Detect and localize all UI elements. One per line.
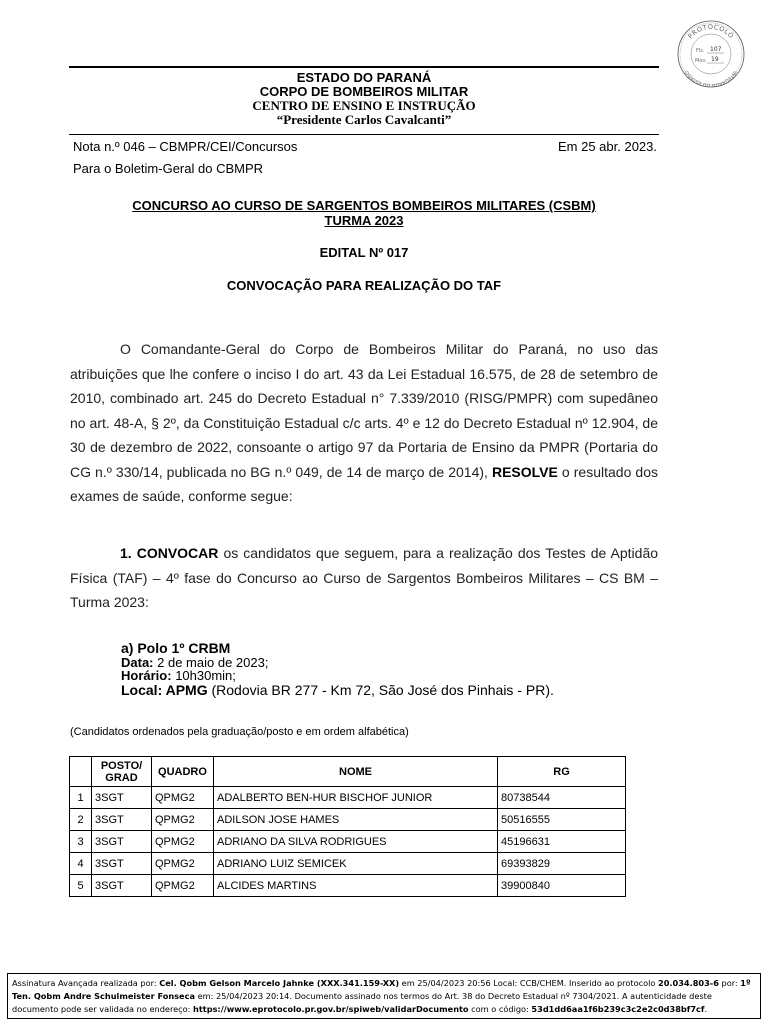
- footer-text-2: em 25/04/2023 20:56 Local: CCB/CHEM. Inserido ao protocolo: [399, 978, 658, 988]
- document-date: Em 25 abr. 2023.: [557, 139, 657, 154]
- row-posto: 3SGT: [92, 853, 152, 875]
- row-quadro: QPMG2: [152, 831, 214, 853]
- row-nome: ADILSON JOSE HAMES: [214, 809, 498, 831]
- row-rg: 39900840: [498, 875, 626, 897]
- stamp-fls-label: Fls.: [696, 48, 705, 54]
- row-rg: 50516555: [498, 809, 626, 831]
- resolution-text: O Comandante-Geral do Corpo de Bombeiros Militar do Paraná, no uso das atribuições que lhe confere o inciso I do art. 43 da Lei Estadual 16.575, de 28 de setembro de 2010, combinado art. 245 do Decreto Estadual n° 7.339/2010 (RISG/PMPR) com supedâneo no art. 48-A, § 2º, da Constituição Estadual c/c arts. 4º e 12 do Decreto Estadual nº 12.904, de 30 de dezembro de 2022, consoante o artigo 97 da Portaria de Ensino da PMPR (Portaria do CG n.º 330/14, publicada no BG n.º 049, de 14 de março de 2014),: [70, 341, 658, 480]
- footer-validation-code: 53d1dd6aa1f6b239c3c2e2c0d38bf7cf: [531, 1004, 705, 1014]
- convocar-text: os candidatos que seguem, para a realização dos Testes de Aptidão Física (TAF) – 4º fase do Concurso ao Curso de Sargentos Bombeiros Militares – CS BM – Turma 2023:: [70, 545, 659, 610]
- footer-validation-url[interactable]: https://www.eprotocolo.pr.gov.br/spiweb/validarDocumento: [193, 1004, 469, 1014]
- edital-title: EDITAL Nº 017: [319, 245, 409, 260]
- data-value: 2 de maio de 2023;: [157, 655, 269, 670]
- row-num: 5: [70, 875, 92, 897]
- convocar-word: 1. CONVOCAR: [120, 545, 219, 561]
- row-nome: ADALBERTO BEN-HUR BISCHOF JUNIOR: [214, 787, 498, 809]
- header-posto: POSTO/ GRAD: [92, 757, 152, 787]
- resolve-word: RESOLVE: [491, 463, 558, 480]
- footer-protocol-number: 20.034.803-6: [658, 978, 719, 988]
- footer-inserted-by: 1º Ten. Qobm Andre Schulmeister Fonseca: [12, 978, 751, 1001]
- concurso-title: [69, 198, 659, 228]
- footer-text-1: Assinatura Avançada realizada por:: [12, 978, 160, 988]
- stamp-fls-value: 107: [710, 46, 722, 53]
- row-posto: 3SGT: [92, 787, 152, 809]
- row-num: 1: [70, 787, 92, 809]
- row-quadro: QPMG2: [152, 809, 214, 831]
- protocol-stamp-seal: [676, 19, 746, 89]
- candidates-table: [69, 756, 626, 897]
- convocar-paragraph: [70, 541, 658, 615]
- stamp-mov-label: Mov.: [695, 58, 707, 64]
- row-posto: 3SGT: [92, 831, 152, 853]
- row-nome: ADRIANO DA SILVA RODRIGUES: [214, 831, 498, 853]
- header-center: CENTRO DE ENSINO E INSTRUÇÃO: [252, 98, 476, 113]
- stamp-mov-value: 19: [711, 56, 719, 63]
- row-posto: 3SGT: [92, 875, 152, 897]
- row-rg: 45196631: [498, 831, 626, 853]
- local-value: (Rodovia BR 277 - Km 72, São José dos Pinhais - PR).: [211, 682, 554, 698]
- row-num: 2: [70, 809, 92, 831]
- row-nome: ALCIDES MARTINS: [214, 875, 498, 897]
- table-row: [70, 809, 626, 831]
- svg-text:INTEGRADO DO ESTADO: [684, 69, 738, 88]
- row-num: 4: [70, 853, 92, 875]
- stamp-ring-top: PROTOCOLO: [686, 22, 736, 41]
- resolution-end: o resultado dos exames de saúde, conforme segue:: [70, 463, 658, 504]
- polo-block: [121, 640, 554, 698]
- footer-text-3: por:: [718, 978, 741, 988]
- footer-text-6: .: [704, 1004, 708, 1014]
- nota-number: Nota n.º 046 – CBMPR/CEI/Concursos: [73, 139, 298, 154]
- header-rg: RG: [498, 757, 626, 787]
- header-subtitle: “Presidente Carlos Cavalcanti”: [276, 112, 452, 127]
- concurso-title-line1: CONCURSO AO CURSO DE SARGENTOS BOMBEIROS MILITARES (CSBM): [132, 198, 596, 213]
- header-num: [70, 757, 92, 787]
- local-label: Local: APMG: [121, 682, 208, 698]
- signature-footer: [7, 973, 761, 1019]
- header-top-rule: [69, 66, 659, 68]
- table-row: [70, 787, 626, 809]
- horario-label: Horário:: [121, 668, 172, 683]
- ordering-note: (Candidatos ordenados pela graduação/posto e em ordem alfabética): [70, 726, 409, 738]
- horario-value: 10h30min;: [175, 668, 236, 683]
- row-rg: 69393829: [498, 853, 626, 875]
- document-header: [69, 71, 659, 127]
- header-bottom-rule: [69, 134, 659, 135]
- row-num: 3: [70, 831, 92, 853]
- row-posto: 3SGT: [92, 809, 152, 831]
- header-state: ESTADO DO PARANÁ: [296, 70, 432, 85]
- protocol-stamp: [676, 19, 746, 89]
- destination-line: Para o Boletim-Geral do CBMPR: [73, 161, 264, 176]
- footer-text-4: em: 25/04/2023 20:14. Documento assinado nos termos do Art. 38 do Decreto Estadual nº 7304/2021. A autenticidade deste documento pode ser validada no endereço:: [12, 991, 712, 1014]
- table-header-row: [70, 757, 626, 787]
- data-label: Data:: [121, 655, 154, 670]
- footer-signer: Cel. Qobm Gelson Marcelo Jahnke (XXX.341.159-XX): [159, 978, 400, 988]
- row-quadro: QPMG2: [152, 787, 214, 809]
- convocacao-title: CONVOCAÇÃO PARA REALIZAÇÃO DO TAF: [226, 278, 502, 293]
- table-row: [70, 853, 626, 875]
- row-quadro: QPMG2: [152, 875, 214, 897]
- header-corps: CORPO DE BOMBEIROS MILITAR: [259, 84, 469, 99]
- row-quadro: QPMG2: [152, 853, 214, 875]
- concurso-title-line2: TURMA 2023: [324, 213, 404, 228]
- stamp-ring-bottom: INTEGRADO DO ESTADO: [685, 69, 737, 88]
- table-row: [70, 875, 626, 897]
- header-nome: NOME: [214, 757, 498, 787]
- table-row: [70, 831, 626, 853]
- polo-title: a) Polo 1º CRBM: [121, 640, 231, 656]
- row-rg: 80738544: [498, 787, 626, 809]
- footer-text-5: com o código:: [468, 1004, 532, 1014]
- header-quadro: QUADRO: [152, 757, 214, 787]
- row-nome: ADRIANO LUIZ SEMICEK: [214, 853, 498, 875]
- resolution-paragraph: [70, 337, 658, 509]
